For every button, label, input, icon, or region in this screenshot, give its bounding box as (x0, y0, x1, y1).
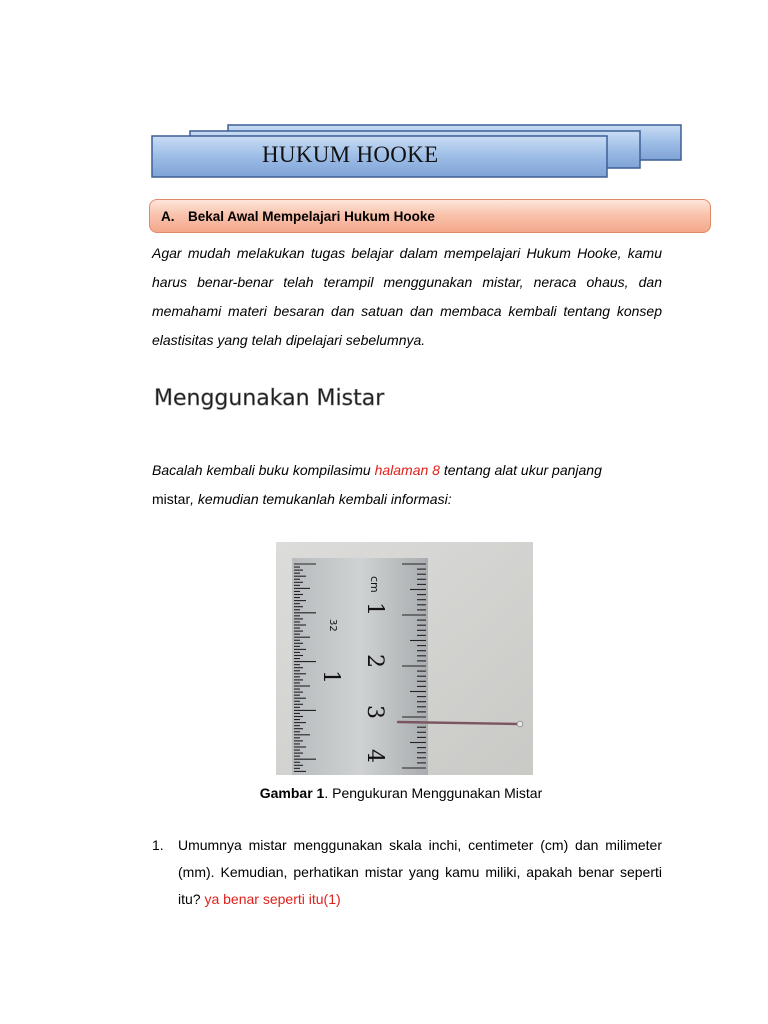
section-title: Bekal Awal Mempelajari Hukum Hooke (188, 209, 435, 224)
figure-caption (0, 785, 768, 801)
question-number: 1. (152, 837, 164, 853)
cm-number-4: 4 (362, 749, 387, 763)
read-paragraph (152, 456, 662, 514)
read-text-4: , kemudian temukanlah kembali informasi: (190, 491, 452, 507)
ruler-photo (276, 542, 533, 775)
section-letter: A. (161, 209, 175, 224)
cm-number-1: 1 (362, 602, 387, 616)
inch-number-1: 1 (318, 670, 343, 684)
caption-text: . Pengukuran Menggunakan Mistar (324, 785, 543, 801)
cm-number-2: 2 (362, 654, 387, 668)
question-answer: ya benar seperti itu(1) (204, 891, 341, 907)
caption-label: Gambar 1 (259, 785, 325, 801)
cm-label: cm (368, 576, 381, 593)
inch-fraction-label: 32 (327, 619, 338, 632)
section-header (149, 199, 711, 233)
intro-paragraph: Agar mudah melakukan tugas belajar dalam mempelajari Hukum Hooke, kamu harus benar-benar telah terampil menggunakan mistar, neraca ohaus, dan memahami materi besaran dan satuan dan membaca kembali tentang konsep elastisitas yang telah dipelajari sebelumnya. (152, 245, 662, 348)
question-body: Umumnya mistar menggunakan skala inchi, centimeter (cm) dan milimeter (mm). Kemudian, perhatikan mistar yang kamu miliki, apakah benar seperti itu? (178, 837, 662, 907)
read-text-3: mistar (152, 491, 191, 507)
needle-head (517, 721, 523, 727)
title-banner (150, 124, 685, 180)
page-reference-link: halaman 8 (374, 462, 440, 478)
question-text (178, 832, 662, 913)
subheading (152, 376, 452, 416)
cm-number-3: 3 (362, 705, 387, 719)
read-text-2: tentang alat ukur panjang (439, 462, 602, 478)
read-text-1: Bacalah kembali buku kompilasimu (152, 462, 375, 478)
subheading-text: Menggunakan Mistar (154, 386, 385, 411)
page-title: HUKUM HOOKE (262, 142, 439, 167)
